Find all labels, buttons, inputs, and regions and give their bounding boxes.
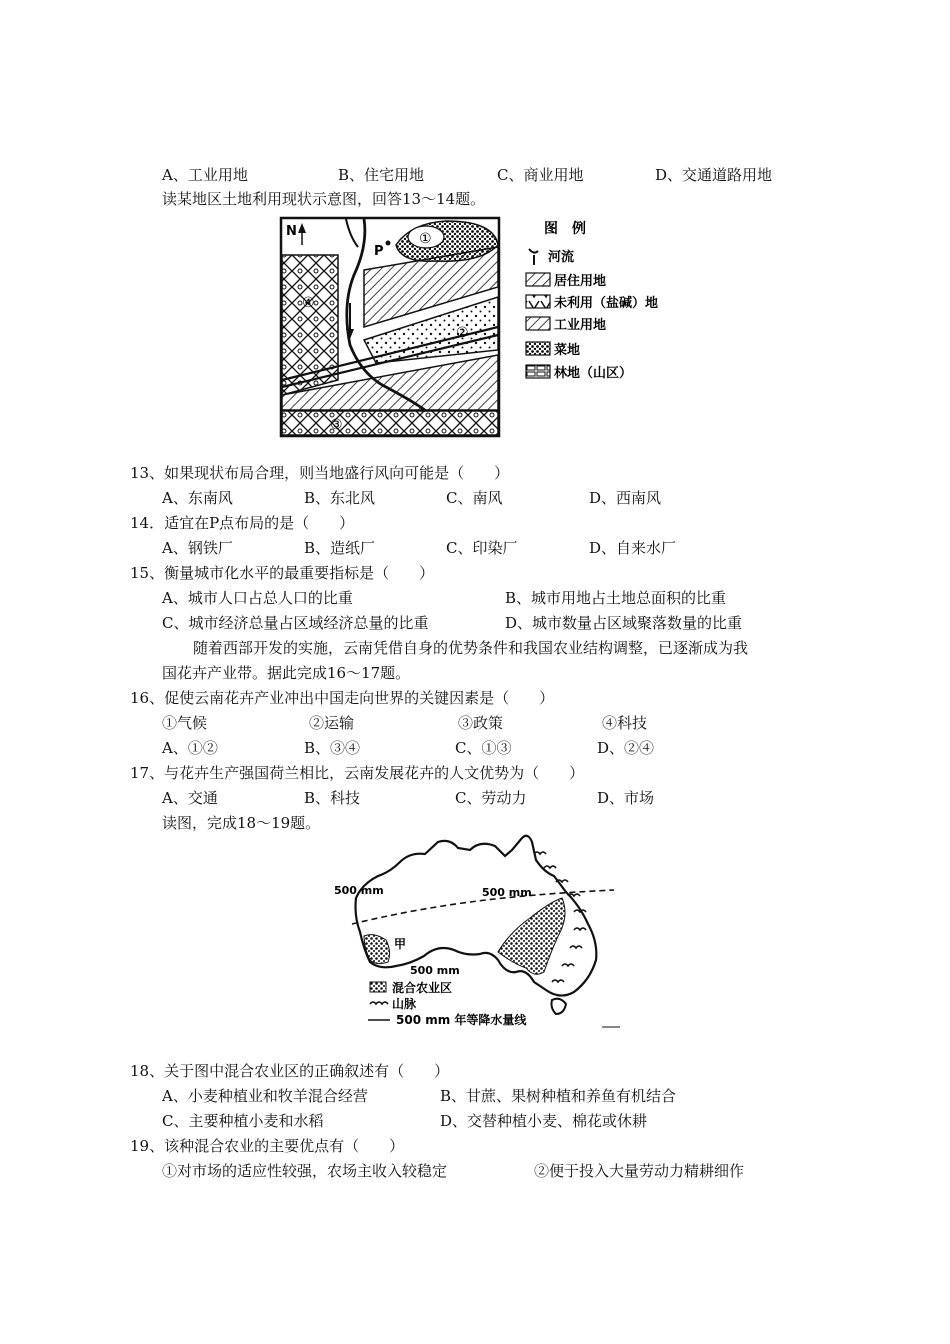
q13-option-a: A、东南风 bbox=[162, 489, 233, 507]
q12-option-c: C、商业用地 bbox=[497, 166, 584, 184]
region-3-label: ③ bbox=[330, 417, 343, 433]
q14-option-a: A、钢铁厂 bbox=[162, 539, 233, 557]
legend-isohyet: 500 mm 年等降水量线 bbox=[396, 1013, 527, 1027]
q13-option-d: D、西南风 bbox=[589, 489, 662, 507]
q12-option-b: B、住宅用地 bbox=[338, 166, 425, 184]
q17-option-d: D、市场 bbox=[597, 789, 655, 807]
point-p-label: P bbox=[374, 244, 384, 259]
q16-option-c: C、①③ bbox=[455, 739, 512, 757]
q14-option-d: D、自来水厂 bbox=[589, 539, 677, 557]
region-4-label: ④ bbox=[302, 295, 315, 311]
region-2-label: ② bbox=[456, 325, 469, 341]
q18-option-c: C、主要种植小麦和水稻 bbox=[162, 1112, 324, 1130]
passage-16-17-line2: 国花卉产业带。据此完成16～17题。 bbox=[162, 664, 411, 682]
q17-option-c: C、劳动力 bbox=[455, 789, 527, 807]
region-1-label: ① bbox=[419, 231, 432, 247]
q16-stem: 16、促使云南花卉产业冲出中国走向世界的关键因素是（ ） bbox=[130, 689, 555, 707]
q15-stem: 15、衡量城市化水平的最重要指标是（ ） bbox=[130, 564, 435, 582]
q17-option-b: B、科技 bbox=[304, 789, 361, 807]
q16-item-2: ②运输 bbox=[309, 714, 355, 732]
q18-option-a: A、小麦种植业和牧羊混合经营 bbox=[162, 1087, 368, 1105]
region-jia-label: 甲 bbox=[394, 937, 407, 951]
intro-13-14: 读某地区土地利用现状示意图，回答13～14题。 bbox=[162, 190, 486, 208]
legend-residential: 居住用地 bbox=[554, 274, 607, 289]
q14-option-b: B、造纸厂 bbox=[304, 539, 376, 557]
isohyet-label-south: 500 mm bbox=[410, 964, 460, 977]
q13-stem: 13、如果现状布局合理，则当地盛行风向可能是（ ） bbox=[130, 464, 510, 482]
legend-industrial: 工业用地 bbox=[554, 318, 607, 333]
q16-option-d: D、②④ bbox=[597, 739, 655, 757]
australia-map bbox=[330, 832, 625, 1032]
q15-option-a: A、城市人口占总人口的比重 bbox=[162, 589, 353, 607]
legend-river: 河流 bbox=[548, 250, 575, 265]
q16-item-3: ③政策 bbox=[458, 714, 504, 732]
q19-item-1: ①对市场的适应性较强，农场主收入较稳定 bbox=[162, 1162, 448, 1180]
q12-option-a: A、工业用地 bbox=[162, 166, 248, 184]
isohyet-label-west: 500 mm bbox=[334, 884, 384, 897]
q14-option-c: C、印染厂 bbox=[446, 539, 518, 557]
legend-mountain: 山脉 bbox=[392, 997, 417, 1011]
legend-unused-land: 未利用（盐碱）地 bbox=[554, 296, 659, 311]
q19-stem: 19、该种混合农业的主要优点有（ ） bbox=[130, 1137, 405, 1155]
q12-option-d: D、交通道路用地 bbox=[655, 166, 773, 184]
legend-mixed-farming: 混合农业区 bbox=[392, 981, 453, 995]
q14-stem: 14．适宜在P点布局的是（ ） bbox=[130, 514, 355, 532]
q13-option-b: B、东北风 bbox=[304, 489, 376, 507]
q19-item-2: ②便于投入大量劳动力精耕细作 bbox=[534, 1162, 745, 1180]
q17-stem: 17、与花卉生产强国荷兰相比，云南发展花卉的人文优势为（ ） bbox=[130, 764, 585, 782]
legend-vegetable: 菜地 bbox=[554, 343, 581, 358]
q15-option-b: B、城市用地占土地总面积的比重 bbox=[505, 589, 727, 607]
q16-option-b: B、③④ bbox=[304, 739, 361, 757]
q18-option-b: B、甘蔗、果树种植和养鱼有机结合 bbox=[440, 1087, 677, 1105]
legend-title: 图 例 bbox=[544, 221, 586, 237]
q16-item-4: ④科技 bbox=[602, 714, 648, 732]
q16-item-1: ①气候 bbox=[162, 714, 208, 732]
q16-option-a: A、①② bbox=[162, 739, 218, 757]
intro-18-19: 读图，完成18～19题。 bbox=[162, 814, 321, 832]
tasmania-outline bbox=[552, 999, 567, 1014]
q17-option-a: A、交通 bbox=[162, 789, 218, 807]
q18-stem: 18、关于图中混合农业区的正确叙述有（ ） bbox=[130, 1062, 450, 1080]
q15-option-d: D、城市数量占区域聚落数量的比重 bbox=[505, 614, 743, 632]
q18-option-d: D、交替种植小麦、棉花或休耕 bbox=[440, 1112, 648, 1130]
isohyet-label-east: 500 mm bbox=[482, 886, 532, 899]
legend-forest: 林地（山区） bbox=[554, 366, 633, 381]
landuse-map bbox=[276, 215, 676, 440]
passage-16-17-line1: 随着西部开发的实施，云南凭借自身的优势条件和我国农业结构调整，已逐渐成为我 bbox=[193, 639, 749, 657]
north-label: N bbox=[286, 224, 297, 239]
q15-option-c: C、城市经济总量占区域经济总量的比重 bbox=[162, 614, 429, 632]
q13-option-c: C、南风 bbox=[446, 489, 503, 507]
